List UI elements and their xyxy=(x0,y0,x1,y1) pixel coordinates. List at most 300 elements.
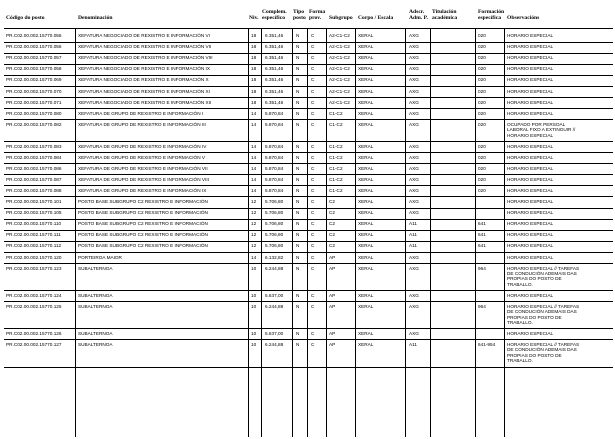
cell-denominacion: POSTO BASE SUBGRUPO C2 REXISTRO E INFORMACIÓN xyxy=(78,221,208,227)
cell-observacions: HORARIO ESPECIAL xyxy=(507,44,554,50)
cell-niv: 14 xyxy=(251,143,257,149)
cell-observacions: HORARIO ESPECIAL xyxy=(507,199,554,204)
cell-denominacion: XEFATURA DE GRUPO DE REXISTRO E INFORMACIÓN I xyxy=(78,110,204,116)
cell-niv: 10 xyxy=(251,330,257,336)
cell-subgrupo: A2-C1-C2 xyxy=(329,99,350,105)
cell-forma: C xyxy=(311,143,315,149)
cell-forma: C xyxy=(311,292,315,298)
table-row xyxy=(0,32,615,43)
cell-forma: C xyxy=(311,221,315,227)
cell-observacions: HORARIO ESPECIAL xyxy=(507,77,554,83)
cell-formacion: 020 xyxy=(478,187,486,193)
cell-subgrupo: C1-C2 xyxy=(329,154,343,160)
cell-adscr: AXG xyxy=(409,176,419,182)
cell-forma: C xyxy=(311,232,315,238)
header-forma: Forma prov. xyxy=(309,9,326,22)
cell-tipo: N xyxy=(296,66,300,72)
cell-observacions: HORARIO ESPECIAL xyxy=(507,232,554,238)
cell-tipo: N xyxy=(296,143,300,149)
cell-corpo: XERAL xyxy=(358,110,374,116)
cell-denominacion: XEFATURA DE GRUPO DE REXISTRO E INFORMACIÓN VIII xyxy=(78,176,209,182)
cell-complem: 5.637,00 xyxy=(265,292,284,298)
table-row xyxy=(0,292,615,303)
cell-complem: 5.706,80 xyxy=(265,199,284,204)
cell-denominacion: XEFATURA DE GRUPO DE REXISTRO E INFORMACIÓN III xyxy=(78,121,206,127)
cell-adscr: AXG xyxy=(409,88,419,94)
cell-formacion: 020 xyxy=(478,33,486,38)
cell-tipo: N xyxy=(296,210,300,216)
table-row xyxy=(0,143,615,154)
cell-codigo: PR.C02.00.002.15770.071 xyxy=(6,99,62,105)
cell-adscr: AXG xyxy=(409,121,419,127)
cell-adscr: AXG xyxy=(409,292,419,298)
cell-tipo: N xyxy=(296,342,300,347)
cell-observacions: HORARIO ESPECIAL xyxy=(507,55,554,61)
cell-observacions: HORARIO ESPECIAL xyxy=(507,154,554,160)
table-row xyxy=(0,54,615,65)
cell-subgrupo: AP xyxy=(329,330,336,336)
header-tipo: Tipo posto xyxy=(293,9,306,22)
cell-forma: C xyxy=(311,99,315,105)
table-row xyxy=(0,231,615,242)
cell-niv: 14 xyxy=(251,121,257,127)
cell-tipo: N xyxy=(296,330,300,336)
table-header xyxy=(0,0,615,30)
cell-adscr: AXG xyxy=(409,77,419,83)
cell-denominacion: XEFATURA DE GRUPO DE REXISTRO E INFORMACIÓN IX xyxy=(78,187,207,193)
cell-denominacion: POSTO BASE SUBGRUPO C2 REXISTRO E INFORMACIÓN xyxy=(78,243,208,249)
cell-codigo: PR.C02.00.002.15770.127 xyxy=(6,342,62,347)
cell-subgrupo: A2-C1-C2 xyxy=(329,66,350,72)
cell-corpo: XERAL xyxy=(358,187,374,193)
cell-adscr: AXG xyxy=(409,33,419,38)
cell-niv: 18 xyxy=(251,88,257,94)
cell-subgrupo: AP xyxy=(329,303,336,309)
cell-codigo: PR.C02.00.002.15770.069 xyxy=(6,77,62,83)
table-row xyxy=(0,187,615,198)
header-complem: Complem. específico xyxy=(262,9,287,22)
cell-denominacion: POSTO BASE SUBGRUPO C2 REXISTRO E INFORMACIÓN xyxy=(78,232,208,238)
table-row xyxy=(0,242,615,253)
cell-observacions: HORARIO ESPECIAL xyxy=(507,99,554,105)
cell-observacions: HORARIO ESPECIAL xyxy=(507,221,554,227)
cell-niv: 10 xyxy=(251,342,257,347)
cell-corpo: XERAL xyxy=(358,99,374,105)
header-subgrupo: Subgrupo xyxy=(329,15,353,21)
cell-tipo: N xyxy=(296,265,300,271)
cell-denominacion: PORTEIROA MAIOR xyxy=(78,254,122,260)
cell-codigo: PR.C02.00.002.15770.120 xyxy=(6,254,62,260)
cell-corpo: XERAL xyxy=(358,243,374,249)
cell-forma: C xyxy=(311,342,315,347)
table-row xyxy=(0,198,615,209)
cell-codigo: PR.C02.00.002.15770.123 xyxy=(6,265,62,271)
cell-complem: 5.870,84 xyxy=(265,110,284,116)
cell-adscr: AXG xyxy=(409,187,419,193)
cell-complem: 5.870,84 xyxy=(265,176,284,182)
cell-corpo: XERAL xyxy=(358,55,374,61)
cell-corpo: XERAL xyxy=(358,265,374,271)
cell-codigo: PR.C02.00.002.15770.101 xyxy=(6,199,62,204)
cell-adscr: A11 xyxy=(409,342,417,347)
cell-forma: C xyxy=(311,165,315,171)
cell-adscr: AXG xyxy=(409,265,419,271)
cell-denominacion: XEFATURA NEGOCIADO DE REXISTRO E INFORMACIÓN VII xyxy=(78,44,212,50)
cell-denominacion: XEFATURA DE GRUPO DE REXISTRO E INFORMACIÓN V xyxy=(78,154,206,160)
cell-complem: 5.706,80 xyxy=(265,221,284,227)
cell-niv: 12 xyxy=(251,221,257,227)
cell-forma: C xyxy=(311,254,315,260)
cell-forma: C xyxy=(311,88,315,94)
cell-tipo: N xyxy=(296,292,300,298)
cell-complem: 6.351,46 xyxy=(265,33,284,38)
table-row xyxy=(0,209,615,220)
cell-forma: C xyxy=(311,154,315,160)
cell-denominacion: SUBALTERNOA xyxy=(78,342,113,347)
cell-complem: 5.870,84 xyxy=(265,154,284,160)
cell-forma: C xyxy=(311,66,315,72)
cell-denominacion: XEFATURA NEGOCIADO DE REXISTRO E INFORMACIÓN X xyxy=(78,77,209,83)
cell-complem: 6.351,46 xyxy=(265,99,284,105)
cell-codigo: PR.C02.00.002.15770.111 xyxy=(6,232,61,238)
cell-adscr: AXG xyxy=(409,44,419,50)
cell-tipo: N xyxy=(296,199,300,204)
cell-adscr: AXG xyxy=(409,210,419,216)
cell-denominacion: SUBALTERNOA xyxy=(78,303,113,309)
cell-formacion: 020 xyxy=(478,88,486,94)
cell-corpo: XERAL xyxy=(358,33,374,38)
cell-adscr: AXG xyxy=(409,66,419,72)
cell-tipo: N xyxy=(296,121,300,127)
cell-niv: 18 xyxy=(251,33,257,38)
cell-tipo: N xyxy=(296,176,300,182)
cell-subgrupo: A2-C1-C2 xyxy=(329,77,350,83)
cell-corpo: XERAL xyxy=(358,303,374,309)
cell-adscr: AXG xyxy=(409,254,419,260)
cell-adscr: AXG xyxy=(409,154,419,160)
cell-tipo: N xyxy=(296,110,300,116)
cell-codigo: PR.C02.00.002.15770.088 xyxy=(6,187,62,193)
cell-codigo: PR.C02.00.002.15770.086 xyxy=(6,165,62,171)
cell-corpo: XERAL xyxy=(358,77,374,83)
cell-corpo: XERAL xyxy=(358,176,374,182)
cell-formacion: 020 xyxy=(478,77,486,83)
cell-niv: 12 xyxy=(251,243,257,249)
cell-corpo: XERAL xyxy=(358,232,374,238)
cell-observacions: HORARIO ESPECIAL xyxy=(507,88,554,94)
cell-subgrupo: C1-C2 xyxy=(329,110,343,116)
cell-complem: 5.870,84 xyxy=(265,165,284,171)
cell-corpo: XERAL xyxy=(358,88,374,94)
cell-complem: 5.706,80 xyxy=(265,232,284,238)
cell-niv: 14 xyxy=(251,165,257,171)
cell-formacion: 641 xyxy=(478,221,486,227)
cell-complem: 6.244,88 xyxy=(265,265,284,271)
cell-corpo: XERAL xyxy=(358,330,374,336)
cell-complem: 6.351,46 xyxy=(265,55,284,61)
header-adscr: Adscr. Adm. P. xyxy=(409,9,428,22)
cell-corpo: XERAL xyxy=(358,292,374,298)
cell-niv: 12 xyxy=(251,232,257,238)
header-corpo: Corpo / Escala xyxy=(358,15,394,21)
cell-niv: 14 xyxy=(251,254,257,260)
cell-corpo: XERAL xyxy=(358,143,374,149)
cell-tipo: N xyxy=(296,33,300,38)
cell-complem: 6.132,82 xyxy=(265,254,284,260)
cell-forma: C xyxy=(311,303,315,309)
cell-adscr: AXG xyxy=(409,99,419,105)
cell-subgrupo: AP xyxy=(329,254,336,260)
cell-subgrupo: C1-C2 xyxy=(329,143,343,149)
cell-forma: C xyxy=(311,176,315,182)
cell-observacions: HORARIO ESPECIAL xyxy=(507,330,554,336)
cell-observacions: HORARIO ESPECIAL xyxy=(507,254,554,260)
header-divider xyxy=(4,28,613,29)
table-row xyxy=(0,65,615,76)
cell-niv: 12 xyxy=(251,199,257,204)
cell-formacion: 641 xyxy=(478,243,486,249)
cell-observacions: HORARIO ESPECIAL // TAREFAS DE CONDUCIÓN ADEMAIS DAS PROPIAS DO POSTO DE TRABALLO. xyxy=(507,265,580,287)
cell-formacion: 020 xyxy=(478,121,486,127)
cell-denominacion: POSTO BASE SUBGRUPO C2 REXISTRO E INFORMACIÓN xyxy=(78,210,208,216)
header-formacion: Formación específica xyxy=(478,9,505,22)
cell-observacions: HORARIO ESPECIAL xyxy=(507,165,554,171)
cell-tipo: N xyxy=(296,303,300,309)
table-row xyxy=(0,99,615,110)
cell-adscr: AXG xyxy=(409,55,419,61)
cell-denominacion: XEFATURA NEGOCIADO DE REXISTRO E INFORMACIÓN XII xyxy=(78,99,212,105)
cell-subgrupo: C1-C2 xyxy=(329,165,343,171)
cell-subgrupo: AP xyxy=(329,292,336,298)
cell-corpo: XERAL xyxy=(358,221,374,227)
cell-niv: 18 xyxy=(251,77,257,83)
cell-niv: 18 xyxy=(251,99,257,105)
cell-subgrupo: A2-C1-C2 xyxy=(329,88,350,94)
cell-denominacion: XEFATURA NEGOCIADO DE REXISTRO E INFORMACIÓN VIII xyxy=(78,55,213,61)
cell-denominacion: POSTO BASE SUBGRUPO C2 REXISTRO E INFORMACIÓN xyxy=(78,199,208,204)
cell-niv: 18 xyxy=(251,55,257,61)
cell-subgrupo: A2-C1-C2 xyxy=(329,55,350,61)
table-row xyxy=(0,303,615,330)
cell-complem: 5.870,84 xyxy=(265,187,284,193)
cell-complem: 5.870,84 xyxy=(265,143,284,149)
cell-niv: 10 xyxy=(251,303,257,309)
cell-observacions: HORARIO ESPECIAL // TAREFAS DE CONDUCIÓN ADEMAIS DAS PROPIAS DO POSTO DE TRABALLO. xyxy=(507,303,580,326)
cell-denominacion: XEFATURA NEGOCIADO DE REXISTRO E INFORMACIÓN XI xyxy=(78,88,210,94)
cell-forma: C xyxy=(311,199,315,204)
table-row xyxy=(0,154,615,165)
cell-codigo: PR.C02.00.002.15770.057 xyxy=(6,55,62,61)
header-denominacion: Denominación xyxy=(78,15,113,21)
cell-formacion: 020 xyxy=(478,110,486,116)
cell-tipo: N xyxy=(296,165,300,171)
cell-formacion: 020 xyxy=(478,165,486,171)
cell-complem: 6.351,46 xyxy=(265,88,284,94)
cell-codigo: PR.C02.00.002.15770.087 xyxy=(6,176,62,182)
cell-niv: 14 xyxy=(251,110,257,116)
table-row xyxy=(0,110,615,121)
cell-adscr: AXG xyxy=(409,143,419,149)
cell-complem: 5.706,80 xyxy=(265,210,284,216)
cell-forma: C xyxy=(311,187,315,193)
cell-forma: C xyxy=(311,210,315,216)
cell-denominacion: SUBALTERNOA xyxy=(78,330,113,336)
cell-tipo: N xyxy=(296,88,300,94)
cell-observacions: HORARIO ESPECIAL xyxy=(507,243,554,249)
cell-formacion: 020 xyxy=(478,143,486,149)
cell-adscr: A11 xyxy=(409,221,417,227)
cell-complem: 5.870,84 xyxy=(265,121,284,127)
cell-observacions: OCUPADO POR PERSOAL LABORAL FIXO A EXTINGUIR // HORARIO ESPECIAL xyxy=(507,121,576,138)
cell-codigo: PR.C02.00.002.15770.105 xyxy=(6,210,62,216)
cell-forma: C xyxy=(311,265,315,271)
cell-observacions: HORARIO ESPECIAL xyxy=(507,66,554,72)
cell-subgrupo: C2 xyxy=(329,210,335,216)
cell-observacions: HORARIO ESPECIAL xyxy=(507,187,554,193)
cell-subgrupo: C2 xyxy=(329,221,335,227)
cell-forma: C xyxy=(311,121,315,127)
cell-forma: C xyxy=(311,77,315,83)
cell-tipo: N xyxy=(296,221,300,227)
cell-formacion: 020 xyxy=(478,176,486,182)
cell-tipo: N xyxy=(296,44,300,50)
cell-codigo: PR.C02.00.002.15770.055 xyxy=(6,33,62,38)
cell-niv: 18 xyxy=(251,44,257,50)
cell-denominacion: XEFATURA DE GRUPO DE REXISTRO E INFORMACIÓN IV xyxy=(78,143,207,149)
cell-subgrupo: C2 xyxy=(329,243,335,249)
table-row xyxy=(0,88,615,99)
cell-forma: C xyxy=(311,33,315,38)
cell-corpo: XERAL xyxy=(358,66,374,72)
cell-observacions: HORARIO ESPECIAL xyxy=(507,110,554,116)
cell-denominacion: XEFATURA NEGOCIADO DE REXISTRO E INFORMACIÓN VI xyxy=(78,33,210,38)
cell-corpo: XERAL xyxy=(358,165,374,171)
table-row xyxy=(0,265,615,292)
cell-complem: 6.351,46 xyxy=(265,44,284,50)
cell-tipo: N xyxy=(296,77,300,83)
cell-complem: 6.351,46 xyxy=(265,77,284,83)
cell-formacion: 641-954 xyxy=(478,342,496,347)
cell-codigo: PR.C02.00.002.15770.084 xyxy=(6,154,62,160)
cell-niv: 10 xyxy=(251,292,257,298)
cell-complem: 5.637,00 xyxy=(265,330,284,336)
cell-denominacion: SUBALTERNOA xyxy=(78,265,113,271)
table-row xyxy=(0,220,615,231)
cell-forma: C xyxy=(311,55,315,61)
cell-forma: C xyxy=(311,243,315,249)
cell-corpo: XERAL xyxy=(358,254,374,260)
cell-subgrupo: A2-C1-C2 xyxy=(329,44,350,50)
cell-observacions: HORARIO ESPECIAL xyxy=(507,292,554,298)
cell-subgrupo: C1-C2 xyxy=(329,121,343,127)
cell-forma: C xyxy=(311,110,315,116)
cell-forma: C xyxy=(311,44,315,50)
cell-complem: 6.244,88 xyxy=(265,303,284,309)
table-row xyxy=(0,176,615,187)
cell-tipo: N xyxy=(296,154,300,160)
cell-complem: 5.706,80 xyxy=(265,243,284,249)
header-titulacion: Titulación académica xyxy=(432,9,458,22)
cell-niv: 14 xyxy=(251,154,257,160)
cell-complem: 6.351,46 xyxy=(265,66,284,72)
cell-observacions: HORARIO ESPECIAL xyxy=(507,33,554,38)
table-row xyxy=(0,254,615,265)
cell-corpo: XERAL xyxy=(358,44,374,50)
cell-corpo: XERAL xyxy=(358,199,374,204)
table-row xyxy=(0,330,615,341)
cell-codigo: PR.C02.00.002.15770.125 xyxy=(6,303,62,309)
cell-tipo: N xyxy=(296,55,300,61)
cell-formacion: 641 xyxy=(478,232,486,238)
header-codigo: Código do posto xyxy=(6,15,45,21)
cell-corpo: XERAL xyxy=(358,210,374,216)
cell-formacion: 020 xyxy=(478,99,486,105)
cell-codigo: PR.C02.00.002.15770.126 xyxy=(6,330,62,336)
cell-tipo: N xyxy=(296,243,300,249)
cell-adscr: AXG xyxy=(409,165,419,171)
cell-adscr: AXG xyxy=(409,330,419,336)
cell-tipo: N xyxy=(296,99,300,105)
cell-codigo: PR.C02.00.002.15770.070 xyxy=(6,88,62,94)
cell-corpo: XERAL xyxy=(358,342,374,347)
cell-tipo: N xyxy=(296,254,300,260)
cell-niv: 10 xyxy=(251,265,257,271)
table-row xyxy=(0,43,615,54)
cell-subgrupo: C2 xyxy=(329,232,335,238)
cell-subgrupo: AP xyxy=(329,265,336,271)
cell-codigo: PR.C02.00.002.15770.124 xyxy=(6,292,62,298)
cell-formacion: 020 xyxy=(478,55,486,61)
cell-niv: 12 xyxy=(251,210,257,216)
cell-formacion: 020 xyxy=(478,154,486,160)
row-divider xyxy=(4,367,613,368)
cell-observacions: HORARIO ESPECIAL // TAREFAS DE CONDUCIÓN ADEMAIS DAS PROPIAS DO POSTO DE TRABALLO. xyxy=(507,342,580,364)
cell-adscr: A11 xyxy=(409,232,417,238)
cell-codigo: PR.C02.00.002.15770.082 xyxy=(6,121,62,127)
table-row xyxy=(0,165,615,176)
cell-niv: 14 xyxy=(251,187,257,193)
cell-niv: 18 xyxy=(251,66,257,72)
cell-tipo: N xyxy=(296,232,300,238)
header-niv: Niv. xyxy=(249,15,259,21)
cell-denominacion: XEFATURA DE GRUPO DE REXISTRO E INFORMACIÓN VII xyxy=(78,165,208,171)
cell-codigo: PR.C02.00.002.15770.112 xyxy=(6,243,62,249)
cell-niv: 14 xyxy=(251,176,257,182)
cell-subgrupo: C2 xyxy=(329,199,335,204)
cell-subgrupo: C1-C2 xyxy=(329,176,343,182)
cell-codigo: PR.C02.00.002.15770.110 xyxy=(6,221,62,227)
cell-subgrupo: AP xyxy=(329,342,336,347)
cell-codigo: PR.C02.00.002.15770.083 xyxy=(6,143,62,149)
cell-subgrupo: C1-C2 xyxy=(329,187,343,193)
cell-denominacion: SUBALTERNOA xyxy=(78,292,113,298)
cell-subgrupo: A2-C1-C2 xyxy=(329,33,350,38)
cell-tipo: N xyxy=(296,187,300,193)
cell-denominacion: XEFATURA NEGOCIADO DE REXISTRO E INFORMACIÓN IX xyxy=(78,66,210,72)
cell-forma: C xyxy=(311,330,315,336)
cell-codigo: PR.C02.00.002.15770.058 xyxy=(6,66,62,72)
cell-corpo: XERAL xyxy=(358,154,374,160)
cell-observacions: HORARIO ESPECIAL xyxy=(507,143,554,149)
cell-adscr: AXG xyxy=(409,303,419,309)
cell-adscr: AXG xyxy=(409,110,419,116)
cell-complem: 6.244,88 xyxy=(265,342,284,347)
cell-formacion: 964 xyxy=(478,265,486,271)
header-observacions: Observacións xyxy=(507,15,540,21)
table-row xyxy=(0,341,615,368)
cell-codigo: PR.C02.00.002.15770.056 xyxy=(6,44,62,50)
cell-corpo: XERAL xyxy=(358,121,374,127)
